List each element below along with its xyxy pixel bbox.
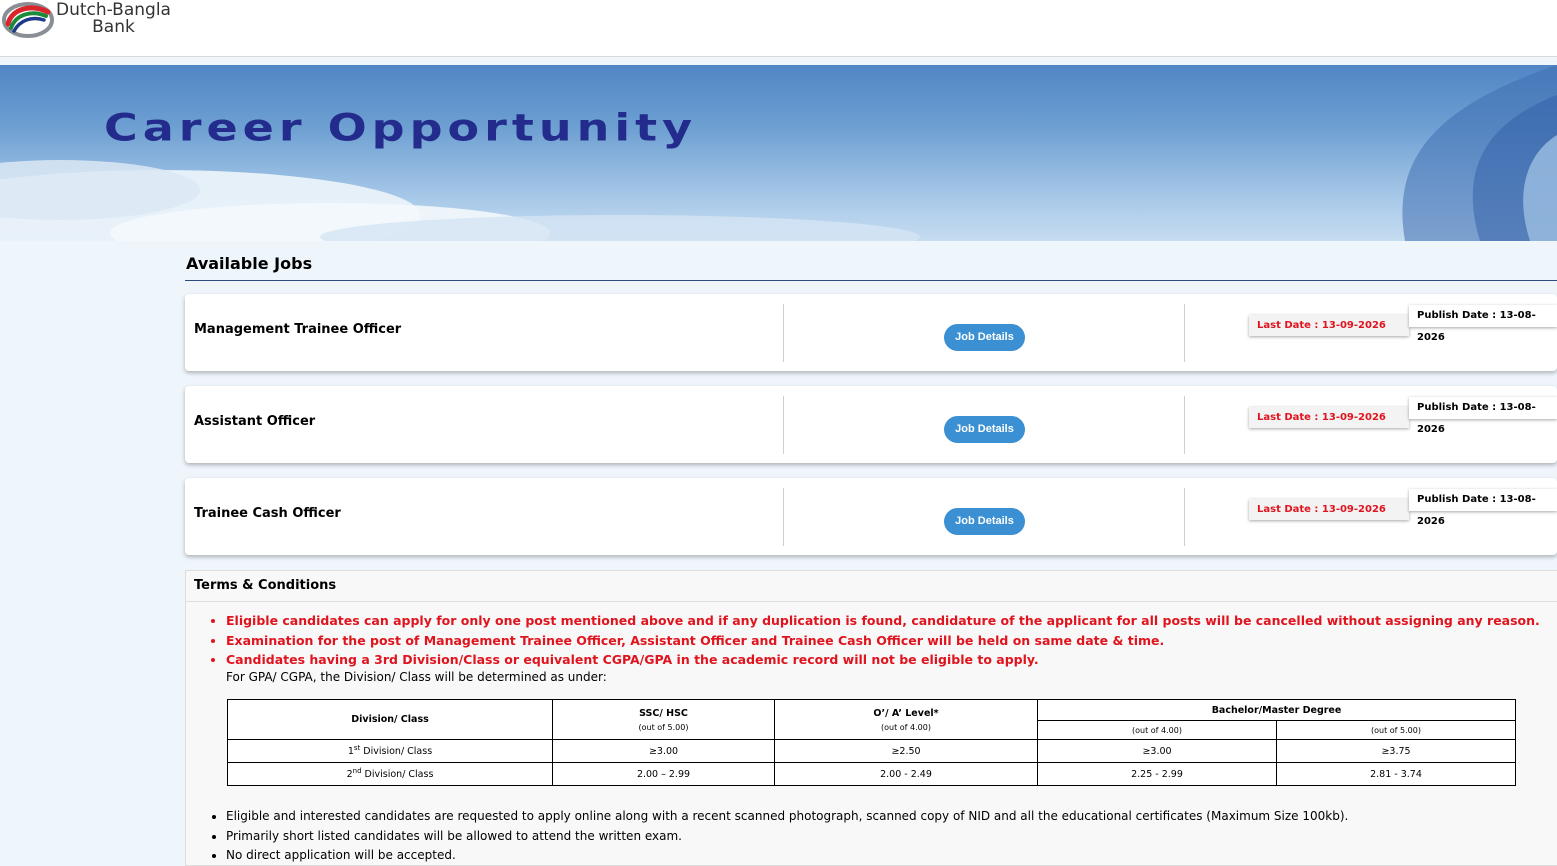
job-title: Trainee Cash Officer [194,506,341,521]
job-details-button[interactable]: Job Details [944,508,1025,535]
list-item: • Examination for the post of Management Trainee Officer, Assistant Officer and Trainee Cash Officer will be held on same date & time. [226,631,1540,651]
last-date-badge: Last Date : 13-09-2026 [1249,407,1409,428]
banner-cloud-art [0,65,1557,241]
gpa-note: For GPA/ CGPA, the Division/ Class will be determined as under: [226,670,607,684]
bachelor-4-cell: ≥3.00 [1038,740,1277,763]
bank-logo-text [56,2,171,36]
list-item: • Primarily short listed candidates will be allowed to attend the written exam. [226,827,1348,847]
top-header [0,0,1557,57]
header-olevel-label: O’/ A’ Level* [873,707,939,719]
terms-divider [186,601,1557,602]
logo-line-1: Dutch-Bangla [56,0,171,20]
header-olevel [775,700,1038,740]
header-bachelor-sub-4: (out of 4.00) [1038,721,1277,740]
column-divider [1184,304,1185,362]
list-item: • Eligible candidates can apply for only one post mentioned above and if any duplication is found, candidature of the applicant for all posts will be cancelled without assigning any reason. [226,611,1540,631]
header-ssc-sub: (out of 5.00) [638,722,689,732]
header-bachelor: Bachelor/Master Degree [1038,700,1516,721]
table-row [228,763,1516,786]
header-division: Division/ Class [228,700,553,740]
bachelor-5-cell: ≥3.75 [1277,740,1516,763]
list-item: • Candidates having a 3rd Division/Class or equivalent CGPA/GPA in the academic record will not be eligible to apply. [226,650,1540,670]
ssc-cell: ≥3.00 [553,740,775,763]
column-divider [1184,488,1185,546]
job-card [185,386,1557,463]
career-banner [0,65,1557,241]
column-divider [783,396,784,454]
olevel-cell: 2.00 - 2.49 [775,763,1038,786]
general-terms-list [226,807,1348,866]
division-cell [228,740,553,763]
division-label: Division/ Class [361,769,434,781]
division-gpa-table [227,699,1516,786]
olevel-cell: ≥2.50 [775,740,1038,763]
list-item: • Eligible and interested candidates are requested to apply online along with a recent scanned photograph, scanned copy of NID and all the educational certificates (Maximum Size 100kb). [226,807,1348,827]
bank-logo[interactable] [0,0,190,45]
bachelor-5-cell: 2.81 - 3.74 [1277,763,1516,786]
title-divider [185,280,1557,281]
ssc-cell: 2.00 – 2.99 [553,763,775,786]
bachelor-4-cell: 2.25 - 2.99 [1038,763,1277,786]
last-date-badge: Last Date : 13-09-2026 [1249,315,1409,336]
column-divider [783,304,784,362]
last-date-badge: Last Date : 13-09-2026 [1249,499,1409,520]
header-ssc-label: SSC/ HSC [639,707,688,719]
division-label: Division/ Class [360,746,433,758]
banner-title: Career Opportunity [104,105,698,150]
ordinal-suffix: nd [352,767,362,776]
job-title: Assistant Officer [194,414,316,429]
publish-date-badge: Publish Date : 13-08-2026 [1409,305,1557,327]
header-olevel-sub: (out of 4.00) [881,722,931,732]
ordinal-suffix: st [353,744,361,753]
header-ssc [553,700,775,740]
job-details-button[interactable]: Job Details [944,416,1025,443]
job-details-button[interactable]: Job Details [944,324,1025,351]
terms-title: Terms & Conditions [194,578,337,593]
job-card [185,478,1557,555]
division-cell [228,763,553,786]
header-bachelor-sub-5: (out of 5.00) [1277,721,1516,740]
job-card [185,294,1557,371]
terms-panel [185,570,1557,866]
column-divider [783,488,784,546]
logo-line-2: Bank [92,17,135,37]
bank-logo-icon [2,2,54,38]
list-item: • No direct application will be accepted. [226,846,1348,866]
table-row [228,740,1516,763]
column-divider [1184,396,1185,454]
important-terms-list [226,611,1540,670]
page-title: Available Jobs [186,254,313,273]
job-title: Management Trainee Officer [194,322,402,337]
publish-date-badge: Publish Date : 13-08-2026 [1409,397,1557,419]
publish-date-badge: Publish Date : 13-08-2026 [1409,489,1557,511]
division-ordinal: 1 [347,746,354,758]
division-ordinal: 2 [346,769,353,781]
